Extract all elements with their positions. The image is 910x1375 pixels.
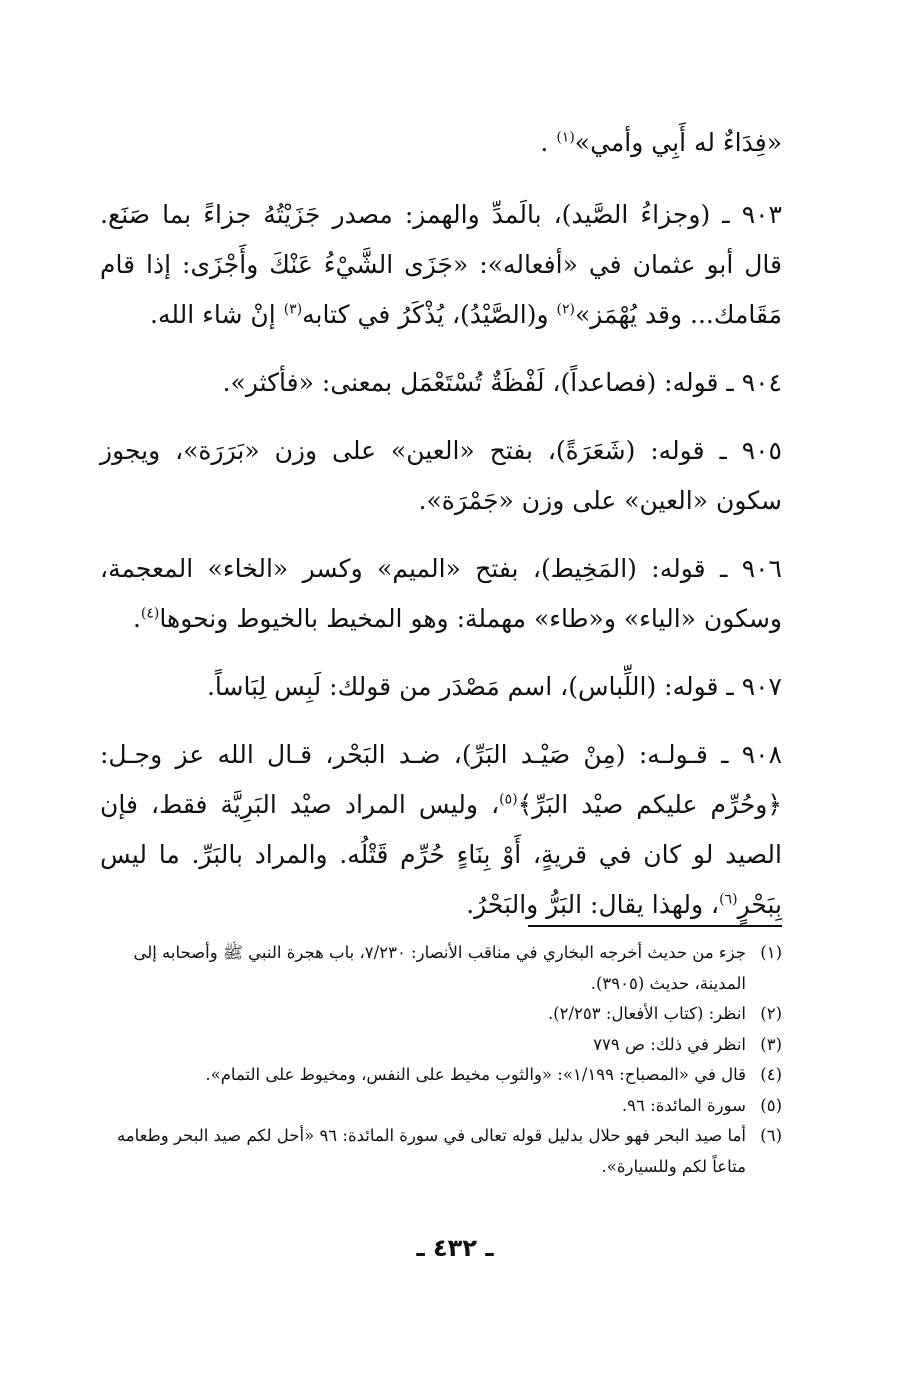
footnote-text: سورة المائدة: ٩٦.: [621, 1095, 746, 1115]
footnote-number: (١): [760, 943, 782, 962]
paragraph-904: ٩٠٤ ـ قوله: (فصاعداً)، لَفْظَةٌ تُسْتَعْمَل بمعنى: «فأكثر».: [222, 368, 782, 397]
footnote-ref[interactable]: (٤): [140, 605, 160, 622]
footnote-ref[interactable]: (٦): [719, 891, 738, 908]
paragraph-906: ٩٠٦ ـ قوله: (المَخِيط)، بفتح «الميم» وكسر «الخاء» المعجمة، وسكون «الياء» و«طاء» مهملة: وهو المخيط بالخيوط ونحوها$^{(٤)}$.: [100, 554, 782, 633]
footnote-1: [100, 938, 782, 999]
paragraph-907: ٩٠٧ ـ قوله: (اللِّباس)، اسم مَصْدَر من قولك: لَبِس لِبَاساً.: [206, 672, 782, 701]
page-number: ـ ٤٣٢ ـ: [416, 1234, 494, 1262]
footnote-number: (٢): [760, 1004, 782, 1023]
paragraph-908: ٩٠٨ ـ قـولـه: (مِنْ صَيْـد البَرِّ)، ضـد البَحْر، قـال الله عز وجـل: ﴿وحُرِّم عليكم صيْد البَرِّ﴾$^{(٥)}$، وليس المراد صيْد البَرِيَّة فقط، فإن الصيد لو كان في قريةٍ، أَوْ بِنَاءٍ حُرِّم قَتْلُه. والمراد بالبَرِّ. ما ليس بِبَحْرٍ$^{(٦)}$، ولهذا يقال: البَرُّ والبَحْرُ.: [100, 740, 783, 919]
footnotes: [100, 938, 782, 1182]
footnote-4: [100, 1060, 782, 1091]
footnote-number: (٥): [760, 1095, 782, 1115]
footnote-separator: [528, 925, 782, 927]
footnote-ref[interactable]: (٣): [283, 301, 303, 318]
footnote-text: قال في «المصباح: ١/١٩٩»: «والثوب مخيط على النفس، ومخيوط على التمام».: [205, 1065, 746, 1084]
footnote-number: (٣): [760, 1034, 782, 1054]
footnote-ref[interactable]: (٢): [556, 301, 575, 318]
paragraph-903: ٩٠٣ ـ (وجزاءُ الصَّيد)، بالَمدِّ والهمز: مصدر جَزَيْتُهُ جزاءً بما صَنَع. قال أبو عثمان في «أفعاله»: «جَزَى الشَّيْءُ عَنْكَ وأَجْزَى: إذا قام مَقَامك... وقد يُهْمَز»$^{(٢)}$ و(الصَّيْدُ)، يُذْكَرُ في كتابه$^{(٣)}$ إنْ شاء الله.: [100, 200, 782, 329]
footnote-text: جزء من حديث أخرجه البخاري في مناقب الأنصار: ٧/٢٣٠، باب هجرة النبي ﷺ وأصحابه إلى المدينة، حديث (٣٩٠٥).: [133, 943, 746, 993]
footnote-ref[interactable]: (٥): [499, 791, 518, 808]
footnote-number: (٤): [760, 1065, 782, 1084]
footnote-text: أما صيد البحر فهو حلال بدليل قوله تعالى في سورة المائدة: ٩٦ «أحل لكم صيد البحر وطعامه متاعاً لكم وللسيارة».: [116, 1126, 746, 1176]
footnote-5: [100, 1091, 782, 1122]
footnote-2: [100, 999, 782, 1030]
footnote-3: [100, 1030, 782, 1061]
footnote-text: انظر: (كتاب الأفعال: ٢/٢٥٣).: [547, 1004, 746, 1023]
paragraph-1: «فِدَاءٌ له أَبِي وأمي»$^{(١)}$ .: [540, 128, 782, 157]
footnote-ref[interactable]: (١): [556, 129, 575, 146]
footnote-number: (٦): [760, 1126, 782, 1145]
main-text: [100, 118, 782, 948]
footnote-text: انظر في ذلك: ص ٧٧٩: [593, 1034, 746, 1054]
footnote-6: [100, 1121, 782, 1182]
paragraph-905: ٩٠٥ ـ قوله: (شَعَرَةً)، بفتح «العين» على وزن «بَرَرَة»، ويجوز سكون «العين» على وزن «جَمْرَة».: [100, 436, 782, 515]
